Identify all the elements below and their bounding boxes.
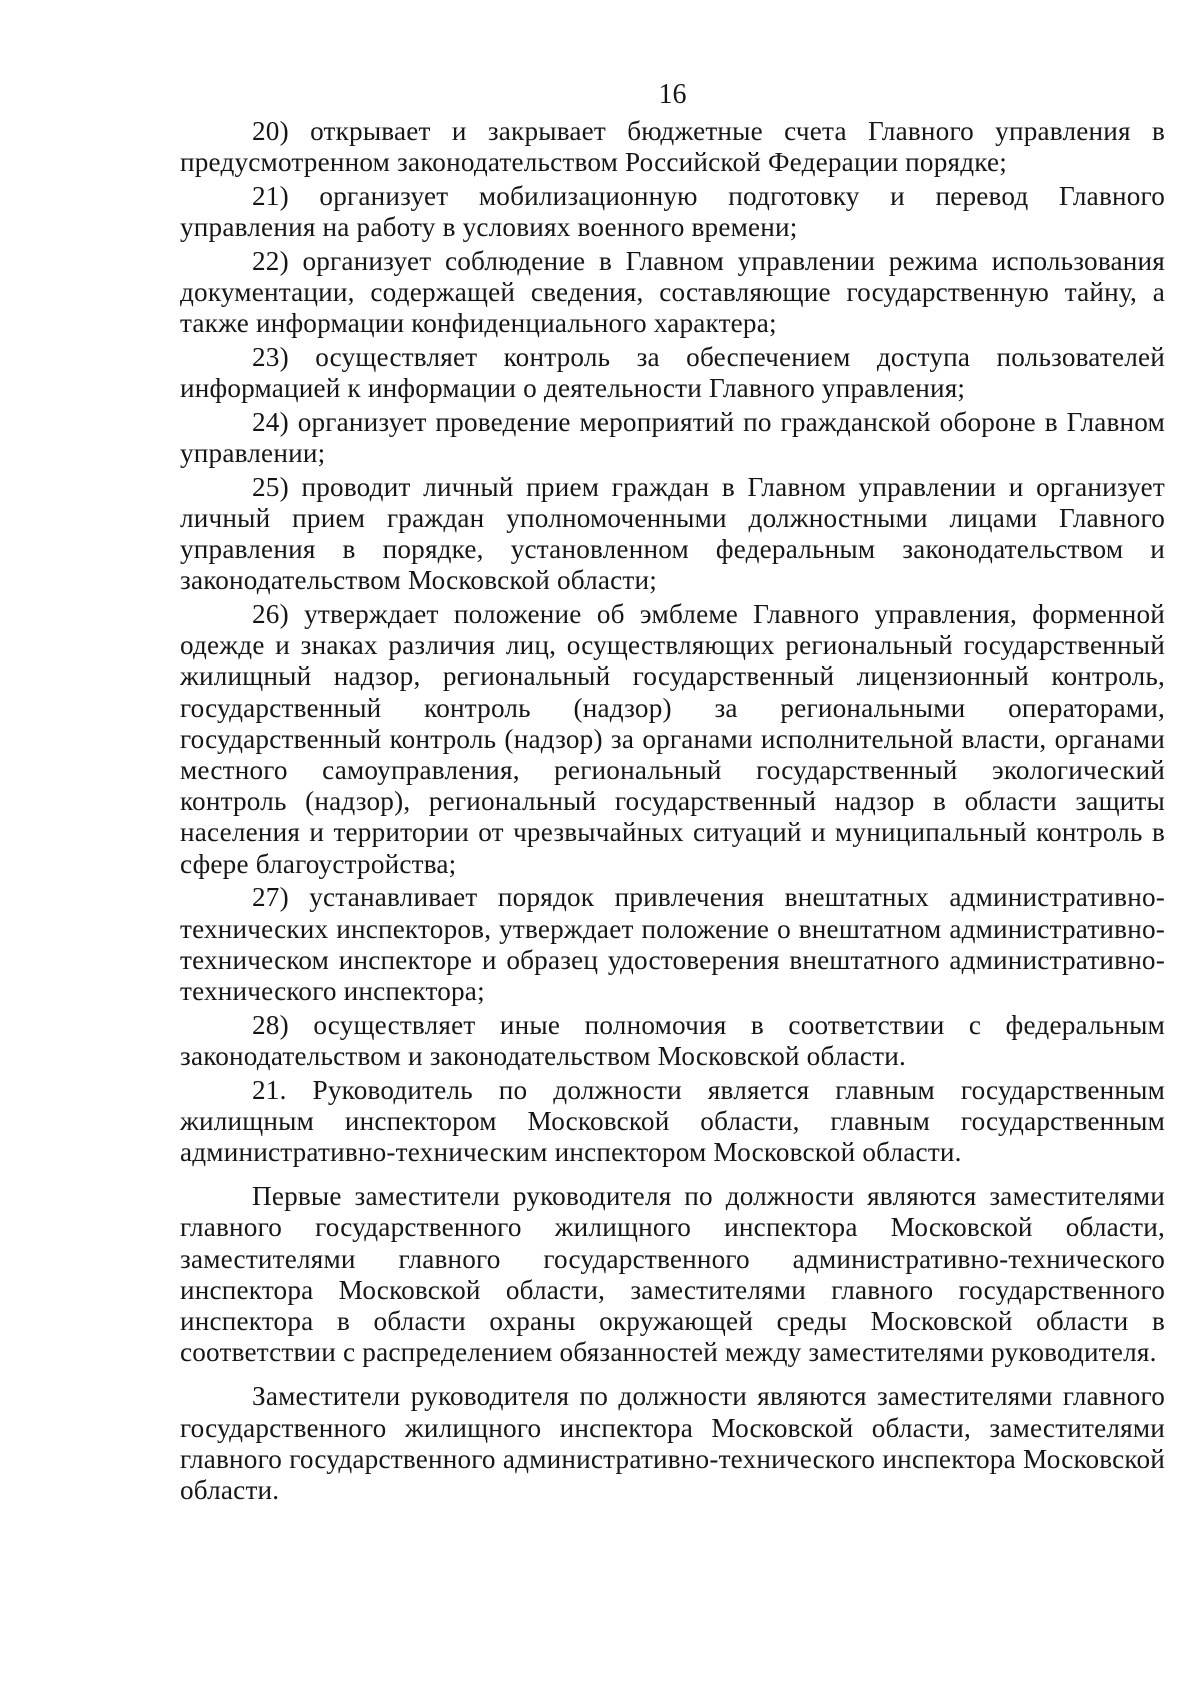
paragraph-item-27: 27) устанавливает порядок привлечения внештатных административно-технических инспекторов, утверждает положение о внештатном административно-техническом инспекторе и образец удостоверения внештатного административно-технического инспектора;: [180, 882, 1165, 1006]
document-page: [180, 78, 1165, 1509]
paragraph-item-25: 25) проводит личный прием граждан в Главном управлении и организует личный прием граждан уполномоченными должностными лицами Главного управления в порядке, установленном федеральным законодательством и законодательством Московской области;: [180, 471, 1165, 596]
paragraph-item-24: 24) организует проведение мероприятий по гражданской обороне в Главном управлении;: [180, 406, 1165, 469]
paragraph-first-deputies: Первые заместители руководителя по должности являются заместителями главного государственного жилищного инспектора Московской области, заместителями главного государственного административно-технического инспектора Московской области, заместителями главного государственного инспектора в области охраны окружающей среды Московской области в соответствии с распределением обязанностей между заместителями руководителя.: [180, 1181, 1165, 1368]
paragraph-deputies: Заместители руководителя по должности являются заместителями главного государственного жилищного инспектора Московской области, заместителями главного государственного административно-технического инспектора Московской области.: [180, 1381, 1165, 1506]
paragraph-item-20: 20) открывает и закрывает бюджетные счета Главного управления в предусмотренном законодательством Российской Федерации порядке;: [180, 116, 1165, 178]
paragraph-item-22: 22) организует соблюдение в Главном управлении режима использования документации, содержащей сведения, составляющие государственную тайну, а также информации конфиденциального характера;: [180, 245, 1165, 339]
page-number: 16: [658, 79, 687, 110]
paragraph-clause-21: 21. Руководитель по должности является главным государственным жилищным инспектором Московской области, главным государственным административно-техническим инспектором Московской области.: [180, 1074, 1165, 1167]
paragraph-item-28: 28) осуществляет иные полномочия в соответствии с федеральным законодательством и законодательством Московской области.: [180, 1009, 1165, 1071]
paragraph-item-21: 21) организует мобилизационную подготовку и перевод Главного управления на работу в условиях военного времени;: [180, 180, 1165, 243]
paragraph-item-26: 26) утверждает положение об эмблеме Главного управления, форменной одежде и знаках различия лиц, осуществляющих региональный государственный жилищный надзор, региональный государственный лицензионный контроль, государственный контроль (надзор) за региональными операторами, государственный контроль (надзор) за органами исполнительной власти, органами местного самоуправления, региональный государственный экологический контроль (надзор), региональный государственный надзор в области защиты населения и территории от чрезвычайных ситуаций и муниципальный контроль в сфере благоустройства;: [180, 599, 1165, 879]
paragraph-item-23: 23) осуществляет контроль за обеспечением доступа пользователей информацией к информации о деятельности Главного управления;: [180, 341, 1165, 404]
